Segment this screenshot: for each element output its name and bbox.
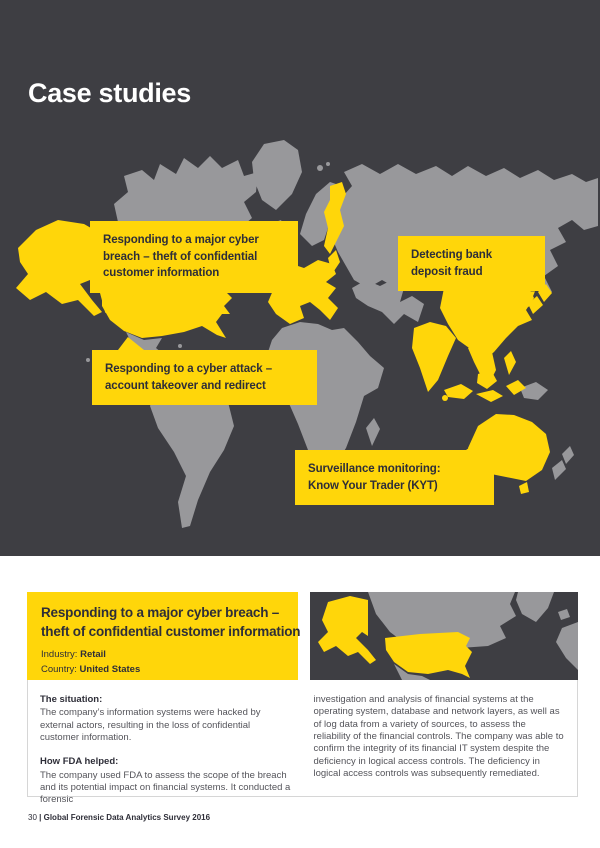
region-india-highlight bbox=[412, 322, 456, 392]
country-value: United States bbox=[79, 663, 141, 675]
helped-heading: How FDA helped: bbox=[40, 756, 119, 768]
case-study-meta bbox=[41, 648, 284, 677]
island-dot bbox=[178, 344, 182, 348]
body-right-column bbox=[314, 694, 566, 796]
callout-cyber-breach bbox=[90, 221, 298, 293]
situation-text: The company’s information systems were hacked by external actors, resulting in the loss of confidential customer information. bbox=[40, 707, 261, 744]
region-new-zealand bbox=[552, 446, 574, 480]
case-study-body bbox=[27, 680, 578, 806]
footer-text: Global Forensic Data Analytics Survey 2016 bbox=[43, 813, 211, 822]
callout-line: deposit fraud bbox=[411, 265, 483, 278]
continuation-text: investigation and analysis of financial systems at the operating system, database and network layers, as well as of log data from a variety of sources, to assess the reliability of the financial controls. The company was able to confirm the integrity of its financial IT system despite the deficiency in logical access controls. The deficiency in logical access controls was subsequently remediated. bbox=[313, 694, 564, 780]
helped-text: The company used FDA to assess the scope of the breach and its potential impact on financial systems. It conducted a forensic bbox=[40, 769, 291, 806]
country-label: Country: bbox=[41, 663, 77, 675]
callout-bank-fraud bbox=[398, 236, 545, 291]
industry-label: Industry: bbox=[41, 648, 78, 660]
body-left-column bbox=[40, 694, 292, 806]
callout-line: Know Your Trader (KYT) bbox=[308, 479, 438, 492]
island-dot bbox=[86, 358, 90, 362]
case-study-title-line: theft of confidential customer information bbox=[41, 623, 301, 639]
callout-line: Detecting bank bbox=[411, 249, 493, 261]
case-study-title-line: Responding to a major cyber breach – bbox=[41, 605, 280, 620]
case-study-header bbox=[27, 592, 301, 680]
island-dot bbox=[317, 165, 323, 171]
page-footer bbox=[28, 813, 210, 822]
footer-divider: | bbox=[39, 813, 44, 822]
callout-line: customer information bbox=[103, 267, 220, 280]
callout-line: breach – theft of confidential bbox=[103, 250, 258, 263]
island-dot bbox=[326, 162, 330, 166]
industry-value: Retail bbox=[80, 648, 106, 660]
page-title: Case studies bbox=[28, 78, 191, 108]
callout-line: Responding to a major cyber bbox=[103, 234, 259, 246]
case-study-title bbox=[41, 604, 301, 642]
callout-cyber-attack bbox=[92, 350, 317, 405]
region-madagascar bbox=[366, 418, 380, 446]
region-sri-lanka-highlight bbox=[442, 395, 448, 401]
callout-surveillance bbox=[295, 450, 494, 505]
callout-line: Surveillance monitoring: bbox=[308, 463, 441, 475]
north-america-map-thumbnail bbox=[310, 592, 578, 680]
page-number: 30 bbox=[28, 813, 37, 822]
callout-line: account takeover and redirect bbox=[105, 379, 266, 392]
industry-row bbox=[41, 648, 284, 663]
callout-line: Responding to a cyber attack – bbox=[105, 363, 272, 375]
region-philippines-highlight bbox=[504, 351, 516, 375]
country-row bbox=[41, 663, 284, 678]
region-new-guinea bbox=[520, 382, 548, 400]
situation-heading: The situation: bbox=[40, 694, 103, 705]
region-greenland bbox=[252, 140, 302, 210]
region-tasmania-highlight bbox=[519, 482, 529, 494]
